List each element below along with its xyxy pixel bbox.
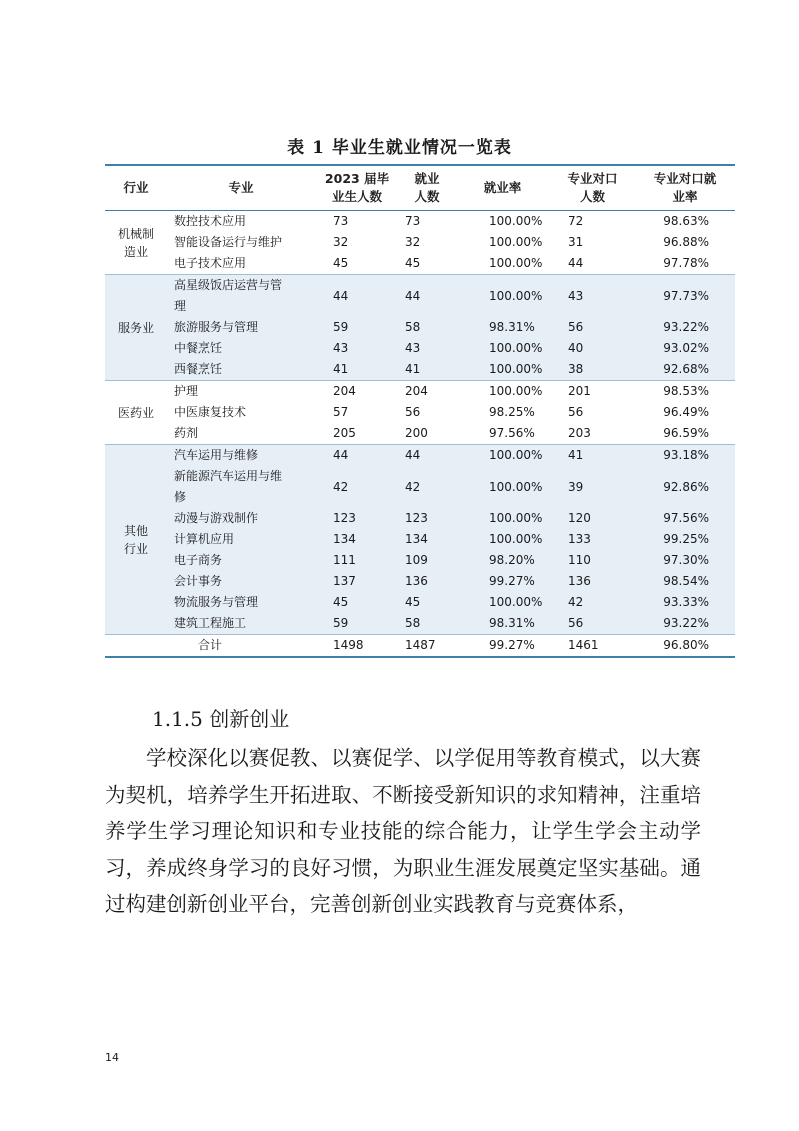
employment-table [105,164,735,658]
graduates-cell: 205 [333,426,356,440]
matched-rate-cell: 92.68% [635,359,735,381]
matched-rate-cell: 99.25% [635,529,735,550]
major-cell: 物流服务与管理 [167,592,315,613]
matched-cell: 72 [568,214,584,228]
matched-cell: 42 [550,592,635,613]
employed-cell: 45 [405,256,421,270]
major-cell: 计算机应用 [167,529,315,550]
employed-cell: 44 [399,275,455,318]
major-cell: 电子技术应用 [174,256,247,270]
rate-cell: 98.20% [455,550,550,571]
major-cell: 西餐烹饪 [167,359,315,381]
matched-cell: 44 [568,256,584,270]
table-row [105,592,735,613]
employed-cell: 45 [399,592,455,613]
total-graduates: 1498 [333,638,364,652]
rate-cell: 100.00% [489,214,543,228]
section-heading: 1.1.5 创新创业 [152,707,290,731]
table-row [105,253,735,275]
body-paragraph: 学校深化以赛促教、以赛促学、以学促用等教育模式，以大赛为契机，培养学生开拓进取、不断接受新知识的求知精神，注重培养学生学习理论知识和专业技能的综合能力，让学生学会主动学习，养成终身学习的良好习惯，为职业生涯发展奠定坚实基础。通过构建创新创业平台，完善创新创业实践教育与竞赛体系， [105,746,701,916]
graduates-cell: 32 [333,235,349,249]
employed-cell: 58 [399,613,455,635]
employed-cell: 204 [405,384,428,398]
employed-cell: 44 [399,445,455,467]
matched-cell: 40 [550,338,635,359]
graduates-cell: 41 [315,359,399,381]
matched-cell: 41 [550,445,635,467]
graduates-cell: 44 [315,275,399,318]
matched-rate-cell: 93.18% [635,445,735,467]
graduates-cell: 45 [333,256,349,270]
matched-rate-cell: 97.73% [635,275,735,318]
table-row [105,211,735,233]
employed-cell: 41 [399,359,455,381]
table-row [105,423,735,445]
graduates-cell: 42 [315,466,399,508]
table-row [105,275,735,318]
graduates-cell: 44 [315,445,399,467]
rate-cell: 100.00% [455,466,550,508]
matched-cell: 120 [550,508,635,529]
matched-cell: 56 [550,317,635,338]
matched-cell: 136 [550,571,635,592]
header-matched: 专业对口 人数 [567,171,618,204]
major-cell: 电子商务 [167,550,315,571]
industry-group [105,275,735,381]
total-matched-rate: 96.80% [663,638,709,652]
table-row [105,359,735,381]
table-row [105,613,735,635]
employed-cell: 43 [399,338,455,359]
major-cell: 药剂 [174,426,199,440]
total-matched: 1461 [568,638,599,652]
table-row [105,508,735,529]
table-row [105,445,735,467]
employed-cell: 73 [405,214,421,228]
header-industry: 行业 [123,180,149,195]
rate-cell: 100.00% [455,338,550,359]
header-rate: 就业率 [483,180,522,195]
matched-rate-cell: 98.53% [663,384,709,398]
matched-rate-cell: 93.22% [635,317,735,338]
employed-cell: 42 [399,466,455,508]
matched-rate-cell: 96.49% [663,405,709,419]
employed-cell: 32 [405,235,421,249]
matched-rate-cell: 92.86% [635,466,735,508]
table-row [105,466,735,508]
matched-cell: 43 [550,275,635,318]
table-total [105,635,735,658]
matched-rate-cell: 98.63% [663,214,709,228]
table-row [105,232,735,253]
major-cell: 中餐烹饪 [167,338,315,359]
major-cell: 中医康复技术 [174,405,247,419]
major-cell: 旅游服务与管理 [167,317,315,338]
table-row [105,571,735,592]
matched-cell: 110 [550,550,635,571]
employed-cell: 123 [399,508,455,529]
graduates-cell: 111 [315,550,399,571]
matched-cell: 133 [550,529,635,550]
matched-cell: 39 [550,466,635,508]
major-cell: 建筑工程施工 [167,613,315,635]
industry-cell: 机械制 造业 [117,226,154,259]
employed-cell: 58 [399,317,455,338]
matched-cell: 56 [568,405,584,419]
matched-cell: 38 [550,359,635,381]
matched-cell: 201 [568,384,591,398]
graduates-cell: 204 [333,384,356,398]
table-caption: 表 1 毕业生就业情况一览表 [287,138,512,158]
rate-cell: 98.31% [455,613,550,635]
graduates-cell: 134 [315,529,399,550]
matched-rate-cell: 96.59% [663,426,709,440]
table-row [105,381,735,403]
major-cell: 智能设备运行与维护 [174,235,283,249]
industry-group [105,211,735,275]
major-cell: 护理 [174,384,199,398]
header-employed: 就业 人数 [414,171,440,204]
employed-cell: 56 [405,405,421,419]
table-row [105,635,735,658]
rate-cell: 100.00% [455,592,550,613]
matched-rate-cell: 97.30% [635,550,735,571]
total-rate: 99.27% [489,638,535,652]
graduates-cell: 137 [315,571,399,592]
matched-rate-cell: 97.56% [635,508,735,529]
major-cell: 高星级饭店运营与管 理 [167,275,315,318]
industry-cell: 其他 行业 [105,445,167,635]
rate-cell: 98.25% [489,405,535,419]
rate-cell: 97.56% [489,426,535,440]
matched-rate-cell: 98.54% [635,571,735,592]
matched-rate-cell: 96.88% [663,235,709,249]
graduates-cell: 43 [315,338,399,359]
header-major: 专业 [228,180,254,195]
employed-cell: 109 [399,550,455,571]
rate-cell: 100.00% [489,235,543,249]
header-graduates: 2023 届毕 业生人数 [324,171,390,204]
industry-cell: 医药业 [117,405,154,420]
matched-rate-cell: 93.33% [635,592,735,613]
industry-cell: 服务业 [105,275,167,381]
rate-cell: 98.31% [455,317,550,338]
graduates-cell: 57 [333,405,349,419]
page-number: 14 [105,1051,119,1064]
table-row [105,317,735,338]
rate-cell: 100.00% [455,529,550,550]
employed-cell: 200 [405,426,428,440]
table-row [105,550,735,571]
table-header [105,165,735,211]
major-cell: 动漫与游戏制作 [167,508,315,529]
major-cell: 汽车运用与维修 [167,445,315,467]
table-row [105,338,735,359]
rate-cell: 100.00% [455,275,550,318]
industry-group [105,381,735,445]
matched-rate-cell: 93.22% [635,613,735,635]
major-cell: 会计事务 [167,571,315,592]
employed-cell: 134 [399,529,455,550]
rate-cell: 100.00% [489,384,543,398]
rate-cell: 100.00% [455,445,550,467]
table-row [105,402,735,423]
matched-rate-cell: 93.02% [635,338,735,359]
graduates-cell: 123 [315,508,399,529]
graduates-cell: 45 [315,592,399,613]
total-employed: 1487 [405,638,436,652]
header-matched-rate: 专业对口就 业率 [653,171,717,204]
matched-cell: 31 [568,235,584,249]
major-cell: 新能源汽车运用与维 修 [167,466,315,508]
major-cell: 数控技术应用 [174,214,247,228]
rate-cell: 100.00% [455,508,550,529]
rate-cell: 100.00% [455,359,550,381]
graduates-cell: 59 [315,317,399,338]
employed-cell: 136 [399,571,455,592]
matched-cell: 56 [550,613,635,635]
graduates-cell: 59 [315,613,399,635]
graduates-cell: 73 [333,214,349,228]
rate-cell: 100.00% [489,256,543,270]
rate-cell: 99.27% [455,571,550,592]
industry-group [105,445,735,635]
total-label: 合计 [197,638,222,652]
matched-cell: 203 [568,426,591,440]
table-row [105,529,735,550]
matched-rate-cell: 97.78% [663,256,709,270]
